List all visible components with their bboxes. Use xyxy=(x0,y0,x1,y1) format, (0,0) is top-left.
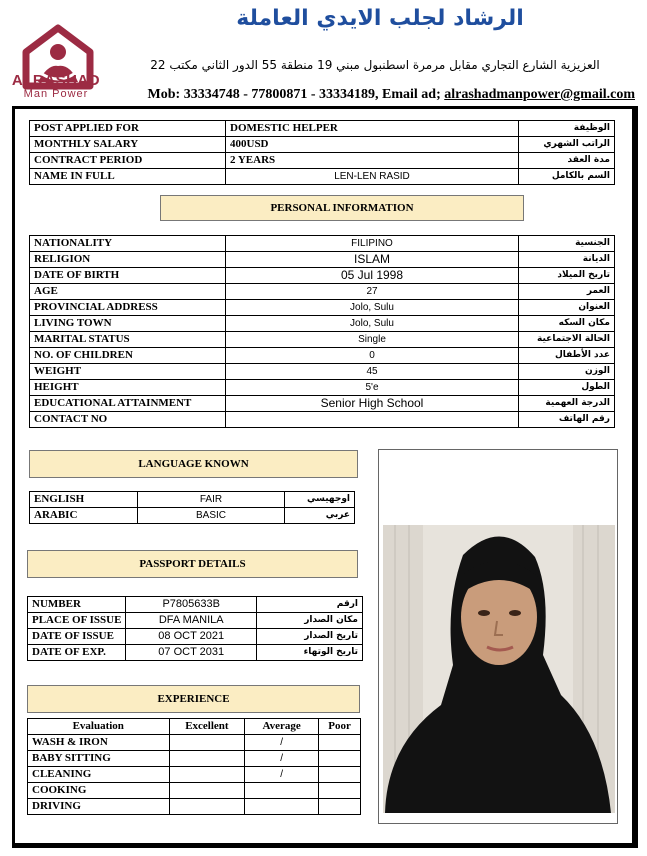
field-label: EDUCATIONAL ATTAINMENT xyxy=(30,396,226,412)
field-label: NUMBER xyxy=(28,597,126,613)
field-label: WEIGHT xyxy=(30,364,226,380)
table-row xyxy=(28,783,361,799)
field-label-arabic: ارقم xyxy=(257,597,363,613)
language-section-header: LANGUAGE KNOWN xyxy=(29,450,358,478)
logo-name: ALRASHAD xyxy=(11,72,101,89)
field-value: Single xyxy=(226,332,519,348)
field-value: 07 OCT 2031 xyxy=(126,645,257,661)
logo-subtitle: Man Power xyxy=(23,88,89,100)
rating-poor xyxy=(319,735,361,751)
field-label-arabic: مكان الصدار xyxy=(257,613,363,629)
field-value: FILIPINO xyxy=(226,236,519,252)
rating-average xyxy=(245,799,319,815)
table-row xyxy=(28,767,361,783)
table-row xyxy=(30,284,615,300)
field-value: ISLAM xyxy=(226,252,519,268)
field-value: 27 xyxy=(226,284,519,300)
skill-label: COOKING xyxy=(28,783,170,799)
table-row xyxy=(28,645,363,661)
table-row xyxy=(28,735,361,751)
field-value: FAIR xyxy=(138,492,285,508)
field-label: NAME IN FULL xyxy=(30,169,226,185)
table-row xyxy=(30,268,615,284)
rating-poor xyxy=(319,783,361,799)
table-row xyxy=(30,380,615,396)
table-row xyxy=(28,613,363,629)
table-row xyxy=(30,508,355,524)
column-header: Excellent xyxy=(169,719,245,735)
rating-excellent xyxy=(169,767,245,783)
field-label: MONTHLY SALARY xyxy=(30,137,226,153)
field-value xyxy=(226,412,519,428)
rating-excellent xyxy=(169,735,245,751)
personal-section-header: PERSONAL INFORMATION xyxy=(160,195,524,221)
field-label-arabic: عدد الأطفال xyxy=(519,348,615,364)
table-row xyxy=(30,412,615,428)
rating-excellent xyxy=(169,783,245,799)
passport-section-header: PASSPORT DETAILS xyxy=(27,550,358,578)
experience-table xyxy=(27,718,361,815)
field-label: DATE OF ISSUE xyxy=(28,629,126,645)
table-row xyxy=(30,169,615,185)
field-value: LEN-LEN RASID xyxy=(226,169,519,185)
field-label-arabic: السم بالكامل xyxy=(519,169,615,185)
skill-label: DRIVING xyxy=(28,799,170,815)
field-label-arabic: تاريخ الميلاد xyxy=(519,268,615,284)
field-label: CONTRACT PERIOD xyxy=(30,153,226,169)
field-label-arabic: رقم الهاتف xyxy=(519,412,615,428)
field-label-arabic: العنوان xyxy=(519,300,615,316)
table-row xyxy=(30,492,355,508)
field-label: PLACE OF ISSUE xyxy=(28,613,126,629)
skill-label: BABY SITTING xyxy=(28,751,170,767)
skill-label: CLEANING xyxy=(28,767,170,783)
field-label: NATIONALITY xyxy=(30,236,226,252)
field-value: BASIC xyxy=(138,508,285,524)
field-value: 0 xyxy=(226,348,519,364)
field-value: 400USD xyxy=(226,137,519,153)
table-row xyxy=(30,364,615,380)
field-value: Jolo, Sulu xyxy=(226,300,519,316)
field-label-arabic: الدرجة العهمية xyxy=(519,396,615,412)
table-row xyxy=(30,300,615,316)
email-link[interactable]: alrashadmanpower@gmail.com xyxy=(444,87,635,102)
field-label: RELIGION xyxy=(30,252,226,268)
table-row xyxy=(30,252,615,268)
table-header-row xyxy=(28,719,361,735)
field-label-arabic: الحالة الاجتماعية xyxy=(519,332,615,348)
table-row xyxy=(30,121,615,137)
field-label: CONTACT NO xyxy=(30,412,226,428)
field-label: POST APPLIED FOR xyxy=(30,121,226,137)
column-header: Average xyxy=(245,719,319,735)
field-label-arabic: الجنسية xyxy=(519,236,615,252)
table-row xyxy=(30,236,615,252)
field-label: MARITAL STATUS xyxy=(30,332,226,348)
field-label-arabic: مدة العقد xyxy=(519,153,615,169)
field-value: Jolo, Sulu xyxy=(226,316,519,332)
phone-numbers: Mob: 33334748 - 77800871 - 33334189, Email ad; xyxy=(147,87,445,102)
field-value: Senior High School xyxy=(226,396,519,412)
rating-average xyxy=(245,783,319,799)
table-row xyxy=(30,153,615,169)
field-label: LIVING TOWN xyxy=(30,316,226,332)
field-label-arabic: مكان السكه xyxy=(519,316,615,332)
field-label-arabic: العمر xyxy=(519,284,615,300)
applicant-photo xyxy=(383,525,615,813)
table-row xyxy=(30,348,615,364)
field-label: ARABIC xyxy=(30,508,138,524)
rating-poor xyxy=(319,799,361,815)
table-row xyxy=(30,332,615,348)
rating-poor xyxy=(319,767,361,783)
rating-excellent xyxy=(169,751,245,767)
table-row xyxy=(28,799,361,815)
field-label-arabic: عربي xyxy=(285,508,355,524)
company-address: العزيزية الشارع التجاري مقابل مرمرة اسطنبول مبني 19 منطقة 55 الدور الثاني مكتب 22 xyxy=(150,58,600,72)
contact-line xyxy=(120,87,635,103)
rating-average: / xyxy=(245,735,319,751)
field-value: 08 OCT 2021 xyxy=(126,629,257,645)
column-header: Poor xyxy=(319,719,361,735)
field-value: 2 YEARS xyxy=(226,153,519,169)
rating-average: / xyxy=(245,751,319,767)
field-label: PROVINCIAL ADDRESS xyxy=(30,300,226,316)
rating-average: / xyxy=(245,767,319,783)
table-row xyxy=(28,597,363,613)
table-row xyxy=(30,396,615,412)
field-label-arabic: تاريخ الصدار xyxy=(257,629,363,645)
rating-poor xyxy=(319,751,361,767)
field-label-arabic: الطول xyxy=(519,380,615,396)
field-label-arabic: الوظيفة xyxy=(519,121,615,137)
column-header: Evaluation xyxy=(28,719,170,735)
field-label-arabic: الديانة xyxy=(519,252,615,268)
table-row xyxy=(28,629,363,645)
field-value: P7805633B xyxy=(126,597,257,613)
field-value: 45 xyxy=(226,364,519,380)
field-label-arabic: اوجهيسي xyxy=(285,492,355,508)
field-value: 05 Jul 1998 xyxy=(226,268,519,284)
field-value: 5'e xyxy=(226,380,519,396)
rating-excellent xyxy=(169,799,245,815)
field-value: DFA MANILA xyxy=(126,613,257,629)
passport-table xyxy=(27,596,363,661)
experience-section-header: EXPERIENCE xyxy=(27,685,360,713)
language-table xyxy=(29,491,355,524)
field-label: AGE xyxy=(30,284,226,300)
skill-label: WASH & IRON xyxy=(28,735,170,751)
personal-table xyxy=(29,235,615,428)
field-label: ENGLISH xyxy=(30,492,138,508)
field-label-arabic: تاريخ الوتهاء xyxy=(257,645,363,661)
field-label: DATE OF EXP. xyxy=(28,645,126,661)
table-row xyxy=(30,137,615,153)
job-table xyxy=(29,120,615,185)
company-title: الرشاد لجلب الايدي العاملة xyxy=(236,6,524,31)
field-label: DATE OF BIRTH xyxy=(30,268,226,284)
field-label: NO. OF CHILDREN xyxy=(30,348,226,364)
field-value: DOMESTIC HELPER xyxy=(226,121,519,137)
table-row xyxy=(30,316,615,332)
field-label-arabic: الراتب الشهري xyxy=(519,137,615,153)
table-row xyxy=(28,751,361,767)
field-label: HEIGHT xyxy=(30,380,226,396)
field-label-arabic: الوزن xyxy=(519,364,615,380)
